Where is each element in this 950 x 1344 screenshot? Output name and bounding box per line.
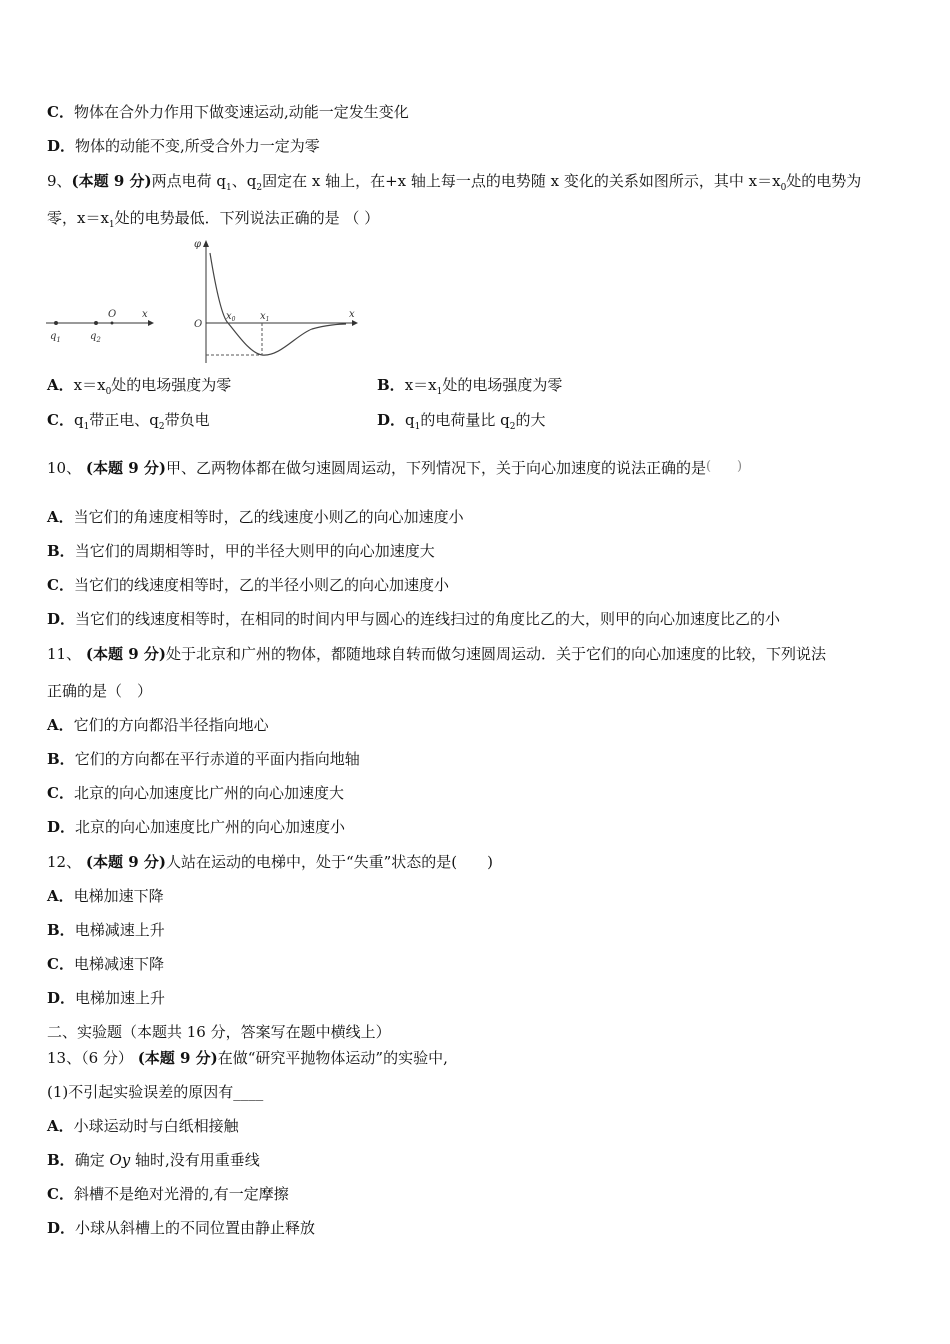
arrow-icon xyxy=(203,240,209,247)
option-label: D． xyxy=(47,818,76,836)
subscript: 1 xyxy=(436,387,443,397)
option-text: 当它们的线速度相等时，乙的半径小则乙的向心加速度小 xyxy=(73,576,449,594)
option-text: 的大 xyxy=(515,411,546,429)
option-label: C． xyxy=(47,1185,74,1203)
origin-dot xyxy=(111,322,114,325)
q12-option-c xyxy=(47,954,164,974)
option-text: 电梯减速下降 xyxy=(73,955,164,973)
label-q2: $q_2$ xyxy=(90,331,101,344)
q13-number: 13、 xyxy=(47,1049,82,1067)
q12-points: (本题 9 分) xyxy=(85,853,166,871)
q9-stem-text: 处的电势最低．下列说法正确的是 （ ） xyxy=(114,209,380,227)
q12-option-d xyxy=(47,988,165,1008)
option-text: x＝x xyxy=(73,376,106,394)
q13-stem xyxy=(47,1048,448,1068)
charges-axis-diagram xyxy=(46,309,154,344)
subscript: 2 xyxy=(509,422,516,432)
option-label: A． xyxy=(47,376,74,394)
q9-stem-text: 两点电荷 q xyxy=(151,172,226,190)
option-text: 处的电场强度为零 xyxy=(111,376,232,394)
option-label: C． xyxy=(47,411,74,429)
q13-option-b xyxy=(47,1150,260,1170)
q9-stem-text: 固定在 x 轴上，在+x 轴上每一点的电势随 x 变化的关系如图所示，其中 x＝x xyxy=(262,172,781,190)
subscript: 2 xyxy=(158,422,165,432)
label-x: x xyxy=(142,309,148,320)
option-label: A． xyxy=(47,1117,74,1135)
label-origin: O xyxy=(194,319,203,330)
q13-option-d xyxy=(47,1218,315,1238)
q9-option-d xyxy=(377,410,545,437)
q11-option-d xyxy=(47,817,345,837)
subscript: 1 xyxy=(414,422,421,432)
q9-option-a xyxy=(47,375,231,402)
q10-stem xyxy=(47,457,742,478)
label-q1: $q_1$ xyxy=(50,331,61,344)
option-label: A． xyxy=(47,887,74,905)
option-label: D． xyxy=(377,411,406,429)
section-heading: 二、实验题（本题共 16 分，答案写在题中横线上） xyxy=(47,1023,391,1041)
option-text: 小球从斜槽上的不同位置由静止释放 xyxy=(75,1219,316,1237)
option-label: D． xyxy=(47,1219,76,1237)
option-text: 北京的向心加速度比广州的向心加速度小 xyxy=(75,818,346,836)
q10-option-d xyxy=(47,609,780,629)
label-origin: O xyxy=(108,309,117,320)
option-text: 当它们的周期相等时，甲的半径大则甲的向心加速度大 xyxy=(74,542,435,560)
q9-figure xyxy=(44,235,364,367)
q8-option-c xyxy=(47,102,409,122)
option-text: 确定 xyxy=(74,1151,110,1169)
option-text: 北京的向心加速度比广州的向心加速度大 xyxy=(73,784,344,802)
q9-stem-text: 、q xyxy=(231,172,257,190)
q11-option-b xyxy=(47,749,360,769)
q9-stem-line1 xyxy=(47,171,861,198)
q10-stem-text: 甲、乙两物体都在做匀速圆周运动，下列情况下，关于向心加速度的说法正确的是 xyxy=(165,459,706,477)
option-label: D． xyxy=(47,137,76,155)
potential-graph xyxy=(194,239,358,363)
charge-q1-dot xyxy=(54,321,58,325)
label-phi: φ xyxy=(194,239,202,250)
q9-option-c xyxy=(47,410,210,437)
option-text: q xyxy=(405,411,415,429)
option-label: D． xyxy=(47,989,76,1007)
option-text: 小球运动时与白纸相接触 xyxy=(73,1117,239,1135)
option-label: B． xyxy=(47,542,75,560)
option-label: B． xyxy=(377,376,405,394)
q11-stem-line1 xyxy=(47,644,826,664)
option-text: 物体的动能不变,所受合外力一定为零 xyxy=(75,137,320,155)
option-text: 斜槽不是绝对光滑的,有一定摩擦 xyxy=(73,1185,289,1203)
q12-option-b xyxy=(47,920,165,940)
subscript: 1 xyxy=(226,183,232,193)
q10-option-c xyxy=(47,575,449,595)
q12-option-a xyxy=(47,886,164,906)
option-text: 物体在合外力作用下做变速运动,动能一定发生变化 xyxy=(73,103,409,121)
option-label: A． xyxy=(47,508,74,526)
q10-option-a xyxy=(47,507,464,527)
label-x: x xyxy=(349,309,355,320)
q13-stem-text: 在做“研究平抛物体运动”的实验中, xyxy=(217,1049,448,1067)
arrow-icon xyxy=(148,320,154,326)
option-label: C． xyxy=(47,576,74,594)
option-text: x＝x xyxy=(404,376,437,394)
option-text: 电梯减速上升 xyxy=(74,921,165,939)
label-x1: $x_1$ xyxy=(260,311,270,323)
option-text: 电梯加速上升 xyxy=(75,989,166,1007)
subscript: 0 xyxy=(780,183,787,193)
q8-option-d xyxy=(47,136,320,156)
q9-number: 9、 xyxy=(47,172,72,190)
q13-points: (本题 9 分) xyxy=(137,1049,218,1067)
q11-number: 11、 xyxy=(47,645,82,663)
option-text: 处的电场强度为零 xyxy=(442,376,563,394)
subscript: 1 xyxy=(108,220,115,230)
q10-points: (本题 9 分) xyxy=(85,459,166,477)
option-text: 带正电、q xyxy=(89,411,159,429)
charge-q2-dot xyxy=(94,321,98,325)
q9-option-b xyxy=(377,375,562,402)
potential-curve xyxy=(210,253,346,355)
option-label: A． xyxy=(47,716,74,734)
q10-number: 10、 xyxy=(47,459,82,477)
q13-option-c xyxy=(47,1184,289,1204)
option-text: 带负电 xyxy=(164,411,210,429)
q9-stem-text: 零，x＝x xyxy=(47,209,109,227)
option-label: B． xyxy=(47,921,75,939)
q13-option-a xyxy=(47,1116,239,1136)
q12-number: 12、 xyxy=(47,853,82,871)
answer-paren: ( ) xyxy=(705,459,743,474)
q13-subquestion-1: (1)不引起实验误差的原因有____ xyxy=(47,1083,264,1101)
label-x0: $x_0$ xyxy=(226,311,236,323)
option-label: C． xyxy=(47,784,74,802)
option-text-italic: Oy xyxy=(109,1151,131,1169)
q11-option-c xyxy=(47,783,344,803)
option-text: 的电荷量比 q xyxy=(420,411,510,429)
q9-points: (本题 9 分) xyxy=(71,172,152,190)
q11-stem-line2: 正确的是（ ） xyxy=(47,682,153,700)
option-text: 它们的方向都在平行赤道的平面内指向地轴 xyxy=(74,750,360,768)
option-label: B． xyxy=(47,750,75,768)
option-label: C． xyxy=(47,955,74,973)
q11-stem-text: 处于北京和广州的物体，都随地球自转而做匀速圆周运动．关于它们的向心加速度的比较，下列说法 xyxy=(165,645,826,663)
q13-score: （6 分） xyxy=(81,1049,133,1067)
option-text: q xyxy=(73,411,84,429)
q12-stem-text: 人站在运动的电梯中，处于“失重”状态的是( ) xyxy=(165,853,493,871)
q12-stem xyxy=(47,852,493,872)
option-text: 它们的方向都沿半径指向地心 xyxy=(73,716,269,734)
arrow-icon xyxy=(352,320,358,326)
q11-option-a xyxy=(47,715,269,735)
subscript: 0 xyxy=(105,387,112,397)
option-label: B． xyxy=(47,1151,75,1169)
option-text: 轴时,没有用重垂线 xyxy=(130,1151,260,1169)
q11-points: (本题 9 分) xyxy=(85,645,166,663)
subscript: 2 xyxy=(256,183,263,193)
option-text: 电梯加速下降 xyxy=(73,887,164,905)
option-text: 当它们的线速度相等时，在相同的时间内甲与圆心的连线扫过的角度比乙的大，则甲的向心加速度比乙的小 xyxy=(75,610,781,628)
q9-stem-line2 xyxy=(47,208,379,235)
subscript: 1 xyxy=(83,422,90,432)
option-label: C． xyxy=(47,103,74,121)
q10-option-b xyxy=(47,541,435,561)
q9-stem-text: 处的电势为 xyxy=(786,172,862,190)
option-text: 当它们的角速度相等时，乙的线速度小则乙的向心加速度小 xyxy=(73,508,464,526)
option-label: D． xyxy=(47,610,76,628)
